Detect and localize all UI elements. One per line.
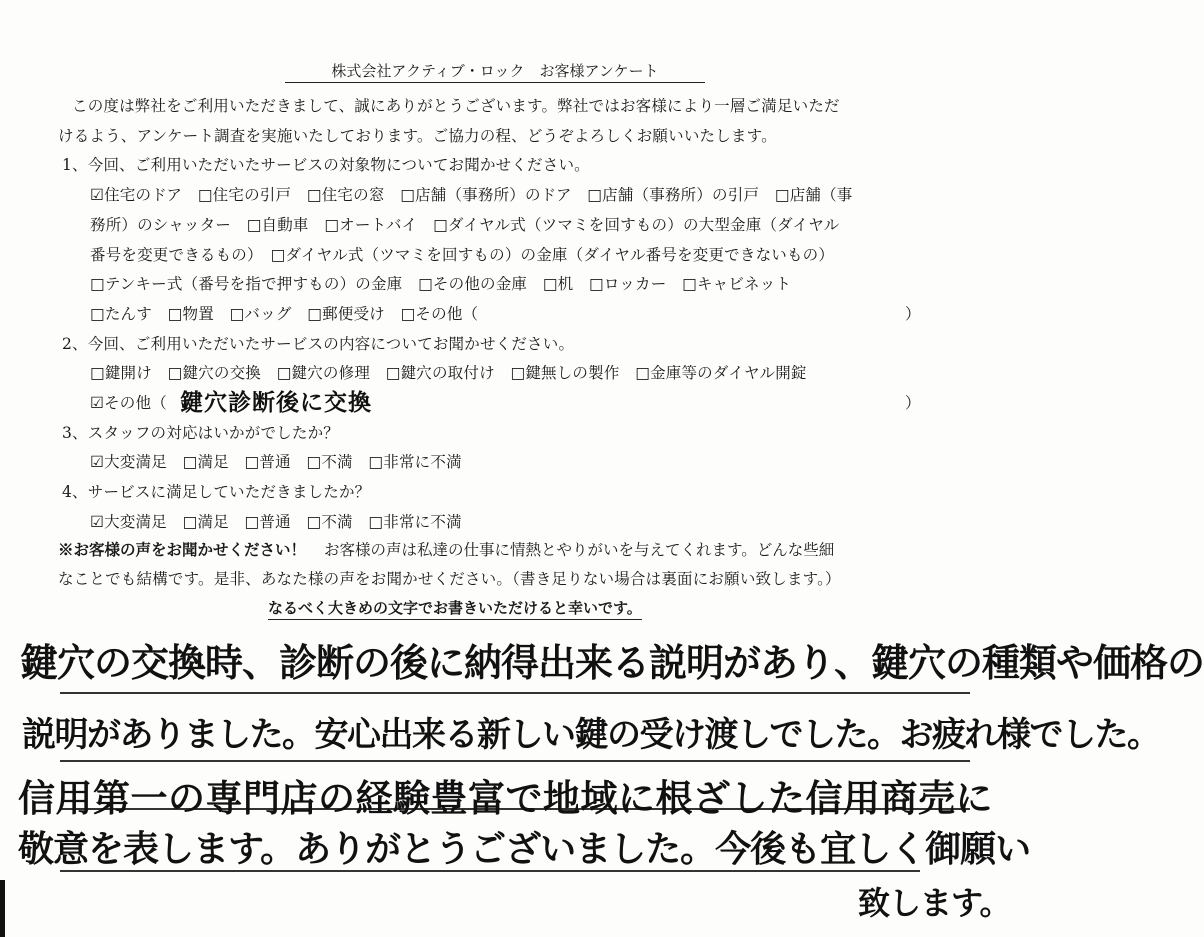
q1-options-line-4: □テンキー式（番号を指で押すもの）の金庫 □その他の金庫 □机 □ロッカー □キャビネット xyxy=(90,275,792,293)
notice-lead: ※お客様の声をお聞かせください！ xyxy=(58,540,307,559)
q2-options-line-1: □鍵開け □鍵穴の交換 □鍵穴の修理 □鍵穴の取付け □鍵無しの製作 □金庫等のダイヤル開錠 xyxy=(90,364,807,382)
q2-other-close: ） xyxy=(905,394,921,412)
q4-options: ☑大変満足 □満足 □普通 □不満 □非常に不満 xyxy=(90,513,462,531)
intro-line-2: けるよう、アンケート調査を実施いたしております。ご協力の程、どうぞよろしくお願いいたします。 xyxy=(58,127,777,145)
q1-options-line-5: □たんす □物置 □バッグ □郵便受け □その他（ xyxy=(90,305,479,323)
intro-line-1: この度は弊社をご利用いただきまして、誠にありがとうございます。弊社ではお客様により一層ご満足いただ xyxy=(72,97,840,115)
notice-line-1 xyxy=(58,538,834,560)
handwritten-line-3: 信用第一の専門店の経験豊富で地域に根ざした信用商売に xyxy=(18,777,993,820)
writing-rule-1 xyxy=(60,692,970,694)
handwritten-line-5: 致します。 xyxy=(858,884,1011,922)
scan-edge-mark xyxy=(0,880,5,937)
q1-options-line-3: 番号を変更できるもの） □ダイヤル式（ツマミを回すもの）の金庫（ダイヤル番号を変更できないもの） xyxy=(90,246,835,264)
q2-options-line-2: ☑その他（ xyxy=(90,394,167,412)
handwritten-line-1: 鍵穴の交換時、診断の後に納得出来る説明があり、鍵穴の種類や価格の xyxy=(20,641,1204,685)
handwritten-line-4: 敬意を表します。ありがとうございました。今後も宜しく御願い xyxy=(18,829,1031,870)
q1-other-close: ） xyxy=(905,305,921,323)
q2-other-handwritten: 鍵穴診断後に交換 xyxy=(180,390,372,416)
q1-options-line-1: ☑住宅のドア □住宅の引戸 □住宅の窓 □店舗（事務所）のドア □店舗（事務所）の引戸 □店舗（事 xyxy=(90,186,853,204)
q1-question: 1、今回、ご利用いただいたサービスの対象物についてお聞かせください。 xyxy=(62,156,590,174)
handwritten-line-2: 説明がありました。安心出来る新しい鍵の受け渡しでした。お疲れ様でした。 xyxy=(22,715,1160,755)
survey-title: 株式会社アクティブ・ロック お客様アンケート xyxy=(285,60,705,83)
q3-options: ☑大変満足 □満足 □普通 □不満 □非常に不満 xyxy=(90,453,462,471)
writing-rule-2 xyxy=(60,760,970,762)
q3-question: 3、スタッフの対応はいかがでしたか？ xyxy=(62,424,339,442)
q4-question: 4、サービスに満足していただきましたか？ xyxy=(62,483,371,501)
notice-text-1: お客様の声は私達の仕事に情熱とやりがいを与えてくれます。どんな些細 xyxy=(324,541,835,559)
sub-title: なるべく大きめの文字でお書きいただけると幸いです。 xyxy=(268,597,642,620)
notice-line-2: なことでも結構です。是非、あなた様の声をお聞かせください。（書き足りない場合は裏面にお願い致します。） xyxy=(58,570,841,588)
q1-options-line-2: 務所）のシャッター □自動車 □オートバイ □ダイヤル式（ツマミを回すもの）の大型金庫（ダイヤル xyxy=(90,216,840,234)
q2-question: 2、今回、ご利用いただいたサービスの内容についてお聞かせください。 xyxy=(62,335,575,353)
